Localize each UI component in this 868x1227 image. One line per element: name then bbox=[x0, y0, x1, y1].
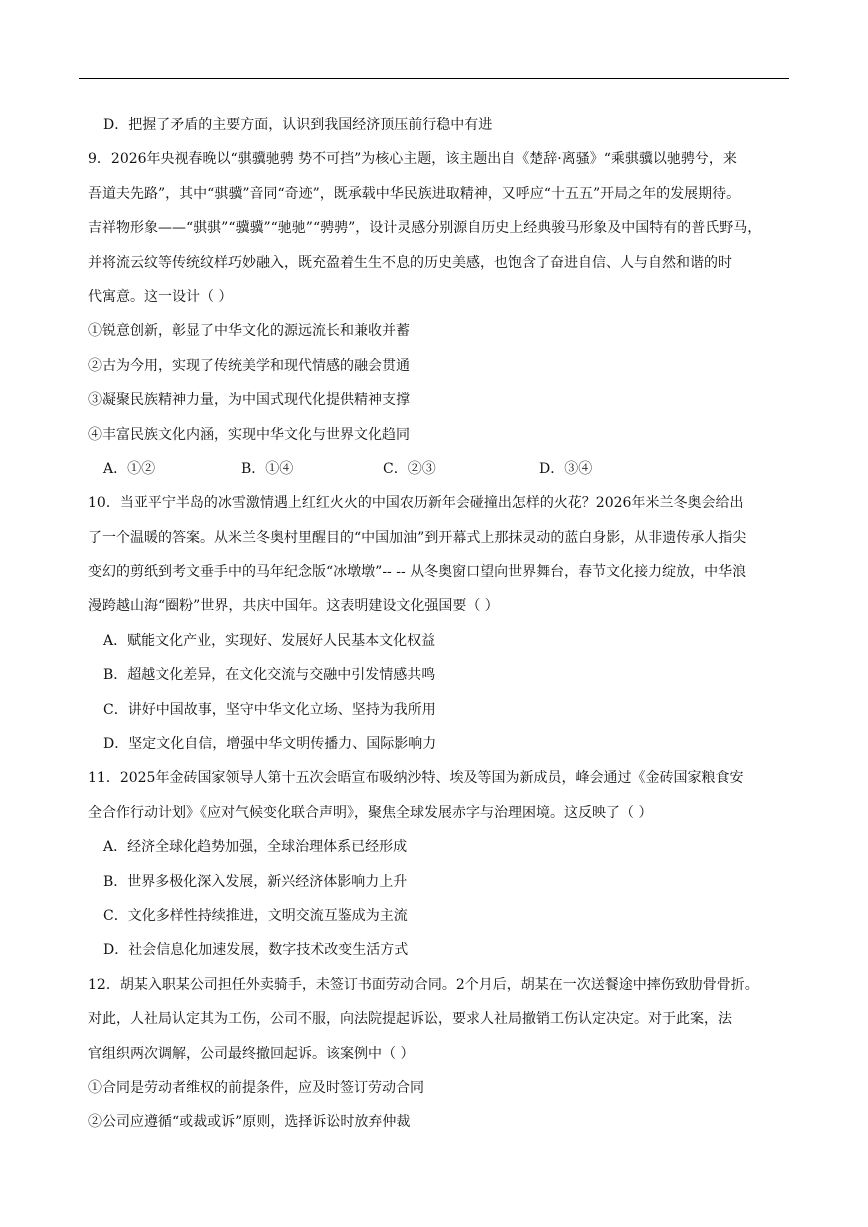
q10-stem-line: 了一个温暖的答案。从米兰冬奥村里醒目的“中国加油”到开幕式上那抹灵动的蓝白身影，从非遗传承人指尖 bbox=[88, 529, 747, 546]
q9-option-d: D．③④ bbox=[539, 460, 593, 477]
q11-option-b: B．世界多极化深入发展，新兴经济体影响力上升 bbox=[103, 873, 408, 890]
q9-options bbox=[88, 452, 788, 486]
q11-option-d: D．社会信息化加速发展，数字技术改变生活方式 bbox=[103, 942, 409, 959]
q12-statement: ②公司应遵循“或裁或诉”原则，选择诉讼时放弃仲裁 bbox=[88, 1114, 411, 1131]
q9-stem-line: 代寓意。这一设计（ ） bbox=[88, 288, 233, 305]
question-9 bbox=[88, 142, 788, 486]
q11-option-a: A．经济全球化趋势加强，全球治理体系已经形成 bbox=[103, 839, 408, 856]
q12-statement: ①合同是劳动者维权的前提条件，应及时签订劳动合同 bbox=[88, 1079, 424, 1096]
q10-stem-line: 变幻的剪纸到考文垂手中的马年纪念版“冰墩墩”-- -- 从冬奥窗口望向世界舞台，春节文化接力绽放，中华浪 bbox=[88, 564, 747, 581]
question-10 bbox=[88, 486, 788, 761]
question-12 bbox=[88, 968, 788, 1140]
q9-option-b: B．①④ bbox=[241, 460, 294, 477]
q9-statement: ②古为今用，实现了传统美学和现代情感的融会贯通 bbox=[88, 357, 410, 374]
q9-statement: ④丰富民族文化内涵，实现中华文化与世界文化趋同 bbox=[88, 426, 410, 443]
q10-stem-line: 10．当亚平宁半岛的冰雪激情遇上红红火火的中国农历新年会碰撞出怎样的火花？2026年米兰冬奥会给出 bbox=[88, 495, 744, 512]
q12-stem-line: 12．胡某入职某公司担任外卖骑手，未签订书面劳动合同。2个月后，胡某在一次送餐途中摔伤致肋骨骨折。 bbox=[88, 976, 759, 993]
q9-option-a: A．①② bbox=[103, 460, 156, 477]
q12-stem-line: 官组织两次调解，公司最终撤回起诉。该案例中（ ） bbox=[88, 1045, 415, 1062]
q9-stem-line: 吉祥物形象——“骐骐”“骥骥”“驰驰”“骋骋”，设计灵感分别源自历史上经典骏马形象及中国特有的普氏野马， bbox=[88, 220, 762, 237]
page-content bbox=[88, 108, 788, 1140]
q11-stem-line: 全合作行动计划》《应对气候变化联合声明》，聚焦全球发展赤字与治理困境。这反映了（ ） bbox=[88, 804, 653, 821]
q12-stem-line: 对此，人社局认定其为工伤，公司不服，向法院提起诉讼，要求人社局撤销工伤认定决定。对于此案，法 bbox=[88, 1011, 732, 1028]
q10-option-c: C．讲好中国故事，坚守中华文化立场、坚持为我所用 bbox=[103, 701, 436, 718]
q11-option-c: C．文化多样性持续推进，文明交流互鉴成为主流 bbox=[103, 907, 408, 924]
q11-stem-line: 11．2025年金砖国家领导人第十五次会晤宣布吸纳沙特、埃及等国为新成员，峰会通过《金砖国家粮食安 bbox=[88, 770, 744, 787]
question-11 bbox=[88, 761, 788, 967]
q9-statement: ③凝聚民族精神力量，为中国式现代化提供精神支撑 bbox=[88, 392, 410, 409]
q10-stem-line: 漫跨越山海“圈粉”世界，共庆中国年。这表明建设文化强国要（ ） bbox=[88, 598, 499, 615]
header-rule bbox=[79, 78, 789, 79]
q9-stem-line: 并将流云纹等传统纹样巧妙融入，既充盈着生生不息的历史美感，也饱含了奋进自信、人与自然和谐的时 bbox=[88, 254, 732, 271]
q9-stem-line: 9．2026年央视春晚以“骐骥驰骋 势不可挡”为核心主题，该主题出自《楚辞·离骚》“乘骐骥以驰骋兮，来 bbox=[88, 151, 737, 168]
q10-option-b: B．超越文化差异，在文化交流与交融中引发情感共鸣 bbox=[103, 667, 436, 684]
q9-statement: ①锐意创新，彰显了中华文化的源远流长和兼收并蓄 bbox=[88, 323, 410, 340]
q8-option-d: D．把握了矛盾的主要方面，认识到我国经济顶压前行稳中有进 bbox=[103, 117, 493, 133]
q10-option-a: A．赋能文化产业，实现好、发展好人民基本文化权益 bbox=[103, 632, 436, 649]
q10-option-d: D．坚定文化自信，增强中华文明传播力、国际影响力 bbox=[103, 736, 437, 753]
q9-stem-line: 吾道夫先路”，其中“骐骥”音同“奇迹”，既承载中华民族进取精神，又呼应“十五五”开局之年的发展期待。 bbox=[88, 185, 741, 202]
q9-option-c: C．②③ bbox=[383, 460, 436, 477]
